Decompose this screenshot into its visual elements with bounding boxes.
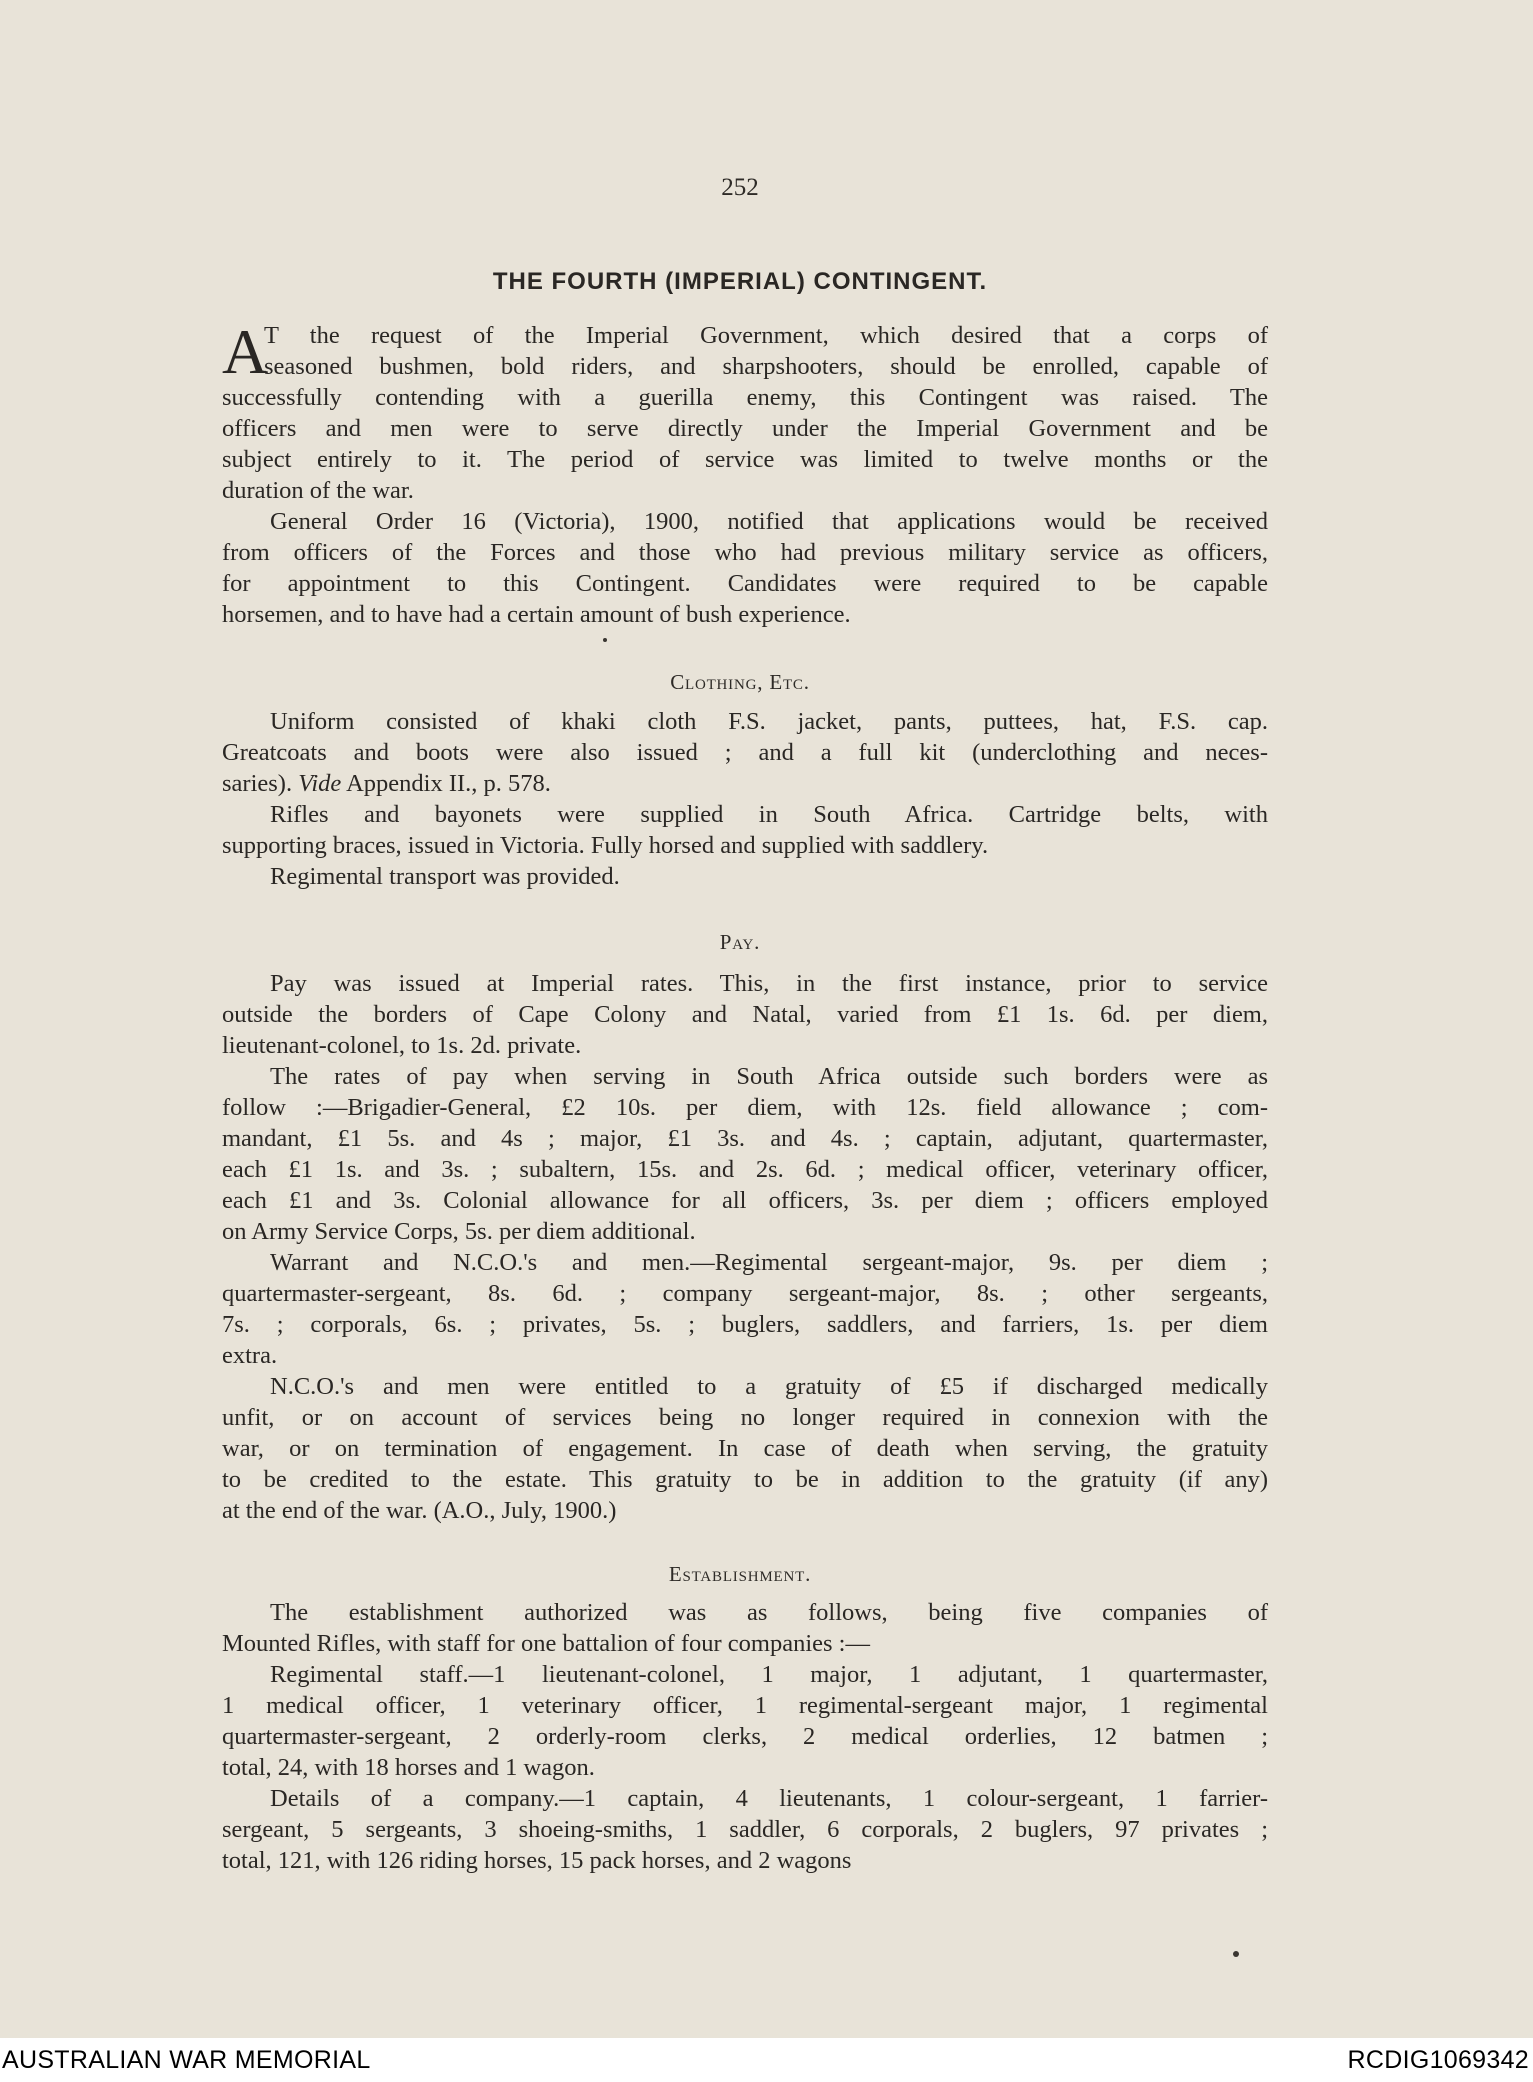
- text-line: seasoned bushmen, bold riders, and sharpshooters, should be enrolled, capable of: [264, 353, 1268, 380]
- text-line: total, 121, with 126 riding horses, 15 pack horses, and 2 wagons: [222, 1847, 852, 1874]
- text-line: subject entirely to it. The period of service was limited to twelve months or the: [222, 446, 1268, 473]
- text-line: horsemen, and to have had a certain amount of bush experience.: [222, 601, 851, 628]
- section-heading-clothing: Clothing, Etc.: [670, 670, 810, 694]
- text-line: N.C.O.'s and men were entitled to a gratuity of £5 if discharged medically: [270, 1373, 1268, 1400]
- text-line: from officers of the Forces and those who had previous military service as officers,: [222, 539, 1268, 566]
- text-line: Details of a company.—1 captain, 4 lieutenants, 1 colour-sergeant, 1 farrier-: [270, 1785, 1268, 1812]
- text-line: Mounted Rifles, with staff for one battalion of four companies :—: [222, 1630, 870, 1657]
- footer-record-id: RCDIG1069342: [1347, 2046, 1529, 2074]
- text-line: officers and men were to serve directly under the Imperial Government and be: [222, 415, 1268, 442]
- text-line: for appointment to this Contingent. Candidates were required to be capable: [222, 570, 1268, 597]
- text-line: follow :—Brigadier-General, £2 10s. per diem, with 12s. field allowance ; com-: [222, 1094, 1268, 1121]
- footer-bar: [0, 2038, 1533, 2082]
- text-line: successfully contending with a guerilla enemy, this Contingent was raised. The: [222, 384, 1268, 411]
- ink-speck: [1233, 1951, 1239, 1957]
- establishment-paragraph: [222, 1597, 1268, 1876]
- text-line: supporting braces, issued in Victoria. Fully horsed and supplied with saddlery.: [222, 832, 989, 859]
- text-line: total, 24, with 18 horses and 1 wagon.: [222, 1754, 595, 1781]
- text-line: saries). Vide Appendix II., p. 578.: [222, 770, 551, 797]
- text-line: 7s. ; corporals, 6s. ; privates, 5s. ; buglers, saddlers, and farriers, 1s. per diem: [222, 1311, 1268, 1338]
- text-line: duration of the war.: [222, 477, 414, 504]
- text-line: unfit, or on account of services being no longer required in connexion with the: [222, 1404, 1268, 1431]
- text-line: General Order 16 (Victoria), 1900, notified that applications would be received: [270, 508, 1268, 535]
- text-line: at the end of the war. (A.O., July, 1900.): [222, 1497, 617, 1524]
- text-line: Greatcoats and boots were also issued ; and a full kit (underclothing and neces-: [222, 739, 1268, 766]
- text-line: each £1 and 3s. Colonial allowance for all officers, 3s. per diem ; officers employed: [222, 1187, 1268, 1214]
- text-line: quartermaster-sergeant, 2 orderly-room clerks, 2 medical orderlies, 12 batmen ;: [222, 1723, 1268, 1750]
- text-line: The rates of pay when serving in South Africa outside such borders were as: [270, 1063, 1268, 1090]
- text-line: Warrant and N.C.O.'s and men.—Regimental sergeant-major, 9s. per diem ;: [270, 1249, 1268, 1276]
- text-line: Rifles and bayonets were supplied in South Africa. Cartridge belts, with: [270, 801, 1268, 828]
- intro-paragraph: [222, 316, 1268, 506]
- text-line: extra.: [222, 1342, 278, 1369]
- text-line: mandant, £1 5s. and 4s ; major, £1 3s. and 4s. ; captain, adjutant, quartermaster,: [222, 1125, 1268, 1152]
- text-line: Regimental transport was provided.: [270, 863, 620, 890]
- pay-paragraph: [222, 968, 1268, 1526]
- clothing-paragraph: [222, 706, 1268, 892]
- section-heading-pay: Pay.: [719, 930, 761, 954]
- text-line: Uniform consisted of khaki cloth F.S. jacket, pants, puttees, hat, F.S. cap.: [270, 708, 1268, 735]
- text-line: to be credited to the estate. This gratuity to be in addition to the gratuity (if any): [222, 1466, 1268, 1493]
- text-line: quartermaster-sergeant, 8s. 6d. ; company sergeant-major, 8s. ; other sergeants,: [222, 1280, 1268, 1307]
- text-line: war, or on termination of engagement. In case of death when serving, the gratuity: [222, 1435, 1268, 1462]
- text-line: Regimental staff.—1 lieutenant-colonel, 1 major, 1 adjutant, 1 quartermaster,: [270, 1661, 1268, 1688]
- text-line: T the request of the Imperial Government, which desired that a corps of: [264, 322, 1268, 349]
- section-heading-establishment: Establishment.: [668, 1562, 812, 1586]
- general-order-paragraph: [222, 506, 1268, 630]
- page-number: 252: [721, 174, 759, 201]
- italic-word: Vide: [298, 770, 342, 797]
- text-line: on Army Service Corps, 5s. per diem additional.: [222, 1218, 696, 1245]
- drop-cap: A: [222, 316, 269, 387]
- text-line: sergeant, 5 sergeants, 3 shoeing-smiths, 1 saddler, 6 corporals, 2 buglers, 97 privates ;: [222, 1816, 1268, 1843]
- text-line: 1 medical officer, 1 veterinary officer, 1 regimental-sergeant major, 1 regimental: [222, 1692, 1268, 1719]
- footer-institution: AUSTRALIAN WAR MEMORIAL: [2, 2046, 371, 2074]
- text-line: outside the borders of Cape Colony and Natal, varied from £1 1s. 6d. per diem,: [222, 1001, 1268, 1028]
- page-title: THE FOURTH (IMPERIAL) CONTINGENT.: [492, 268, 988, 295]
- text-line: each £1 1s. and 3s. ; subaltern, 15s. and 2s. 6d. ; medical officer, veterinary officer,: [222, 1156, 1268, 1183]
- text-line: lieutenant-colonel, to 1s. 2d. private.: [222, 1032, 582, 1059]
- text-line: The establishment authorized was as follows, being five companies of: [270, 1599, 1268, 1626]
- ink-speck: [603, 638, 607, 642]
- text-line: Pay was issued at Imperial rates. This, in the first instance, prior to service: [270, 970, 1268, 997]
